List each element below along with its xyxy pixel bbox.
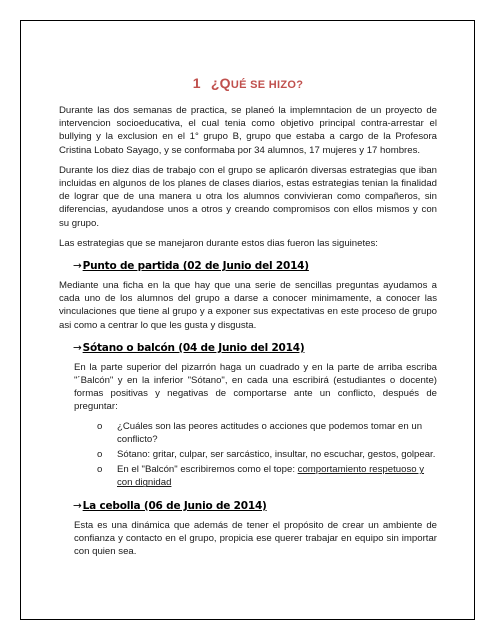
arrow-right-icon: → xyxy=(73,260,82,273)
list-item-text: Sótano: gritar, culpar, ser sarcástico, insultar, no escuchar, gestos, golpear. xyxy=(117,449,436,461)
list-item-text: En el "Balcón" escribiremos como el tope: xyxy=(117,464,298,476)
section-title-rest: UÉ SE HIZO? xyxy=(230,79,304,91)
list-item-text: ¿Cuáles son las peores actitudes o acciones que podemos tomar en un conflicto? xyxy=(117,420,423,445)
question-list xyxy=(59,420,437,490)
bullet-circle-icon: o xyxy=(97,449,103,461)
strategy-title: Punto de partida (02 de Junio del 2014) xyxy=(82,260,309,273)
page-content xyxy=(59,74,437,564)
arrow-right-icon: → xyxy=(73,341,82,354)
strategy-heading-sotano-o-balcon xyxy=(59,341,437,355)
strategy-body-sotano-o-balcon: En la parte superior del pizarrón haga un cuadrado y en la parte de arriba escriba "´Balcón" y en la inferior "Sótano", en cada una escribirá (estudiantes o docente) formas positivas y negativas de comportarse ante un conflicto, después de preguntar: xyxy=(74,361,437,413)
bullet-circle-icon: o xyxy=(97,464,103,476)
intro-paragraph-2: Durante los diez dias de trabajo con el grupo se aplicarón diversas estrategias que iban incluidas en algunos de los planes de clases diarios, estas estrategias tenian la finalidad de lograr que de una manera u otra los alumnos convivieran como compañeros, sin diferencias, ayudandose unos a otros y creando compromisos con ellos mismos y con su grupo. xyxy=(59,164,437,229)
intro-paragraph-3: Las estrategias que se manejaron durante estos dias fueron las siguinetes: xyxy=(59,237,378,249)
intro-paragraph-1: Durante las dos semanas de practica, se planeó la implemntacion de un proyecto de intervencion socioeducativa, el cual tenia como objetivo principal contra-arrestar el bullying y la exclusion en el 1° grupo B, grupo que estaba a cargo de la Profesora Cristina Lobato Sayago, y se conformaba por 34 alumnos, 17 mujeres y 17 hombres. xyxy=(59,105,437,156)
bullet-circle-icon: o xyxy=(97,420,103,432)
strategy-body-la-cebolla: Esta es una dinámica que además de tener el propósito de crear un ambiente de confianza y contacto en el grupo, propicia ese querer trabajar en equipo sin importar con quien sea. xyxy=(74,519,437,558)
list-item-underlined-text: comportamiento respetuoso y con dignidad xyxy=(117,464,425,489)
strategy-title: Sótano o balcón (04 de Junio del 2014) xyxy=(82,341,305,354)
list-item xyxy=(97,420,437,446)
list-item xyxy=(97,463,437,489)
strategy-heading-punto-de-partida xyxy=(59,259,437,273)
list-item xyxy=(97,448,437,461)
strategy-title: La cebolla (06 de Junio de 2014) xyxy=(82,499,267,512)
strategy-body-punto-de-partida: Mediante una ficha en la que hay que una serie de sencillas preguntas ayudamos a cada uno de los alumnos del grupo a darse a conocer minimamente, a conocer las vinculaciones que tiene al grupo y a exponer sus expectativas en este proceso de grupo asi como a centrar lo que les gusta y disgusta. xyxy=(59,280,437,331)
section-title-first: ¿Q xyxy=(210,75,231,91)
arrow-right-icon: → xyxy=(73,499,82,512)
section-number: 1 xyxy=(192,75,201,91)
section-heading xyxy=(59,74,437,94)
strategy-heading-la-cebolla xyxy=(59,499,437,513)
